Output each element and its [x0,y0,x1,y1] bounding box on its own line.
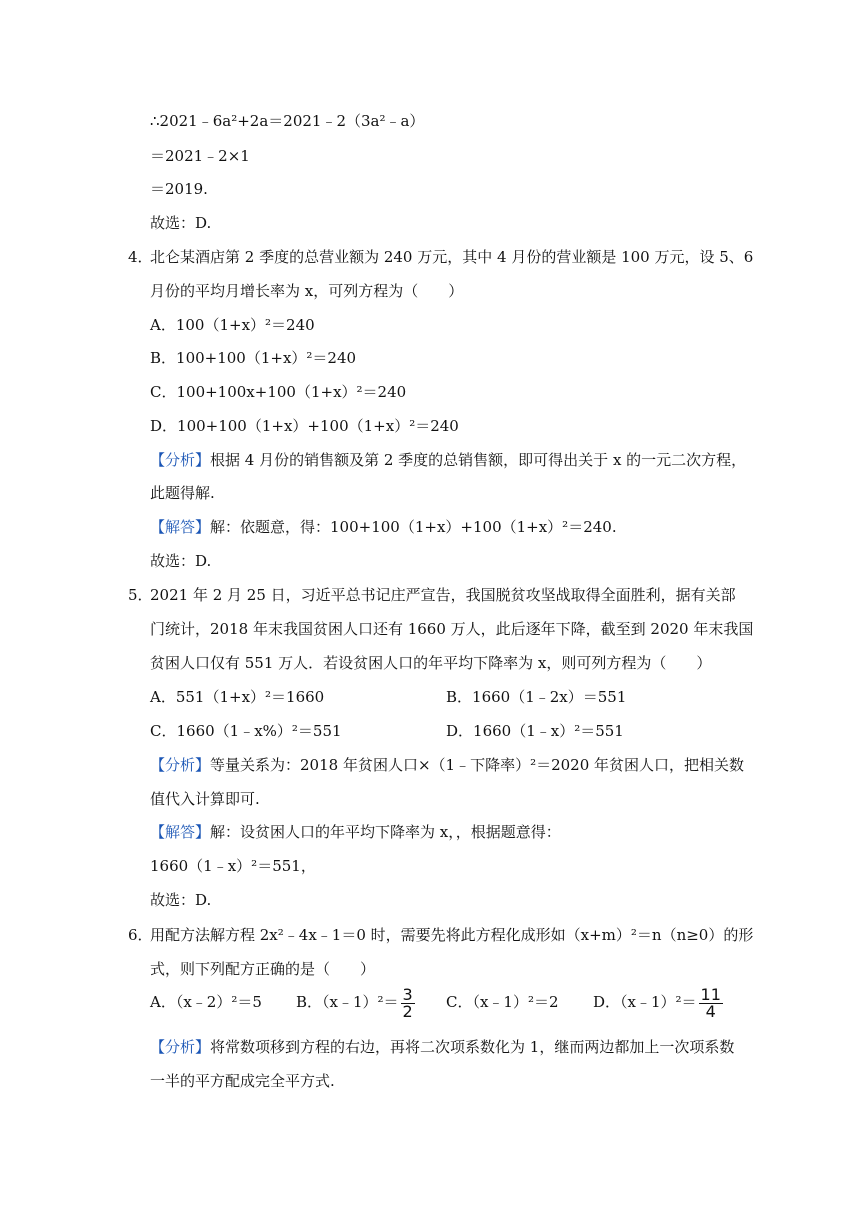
question-stem: 北仑某酒店第 2 季度的总营业额为 240 万元，其中 4 月份的营业额是 100 万元，设 5、6 [150,248,754,266]
option-d-text: D．（x﹣1）²＝ [593,993,697,1011]
analysis-line [150,449,746,471]
answer-tag: 【解答】 [150,823,211,841]
choice-result: 故选：D. [150,214,212,232]
option-d: D．100+100（1+x）+100（1+x）²＝240 [150,417,459,435]
answer-text: 解：依题意，得：100+100（1+x）+100（1+x）²＝240. [210,518,617,536]
answer-line [150,516,617,538]
analysis-text: 根据 4 月份的销售额及第 2 季度的总销售额，即可得出关于 x 的一元二次方程， [210,451,747,469]
solution-line: ∴2021﹣6a²+2a＝2021﹣2（3a²﹣a） [150,112,425,130]
option-b: B．100+100（1+x）²＝240 [150,349,357,367]
question-number: 4． [128,248,153,266]
analysis-line [150,754,744,776]
equation-line: 1660（1﹣x）²＝551， [150,857,316,875]
question-stem: 月份的平均月增长率为 x，可列方程为（ ） [150,282,464,300]
answer-line [150,821,561,843]
fraction-numerator: 11 [700,984,721,1004]
option-c: C．1660（1﹣x%）²＝551 [150,722,342,740]
question-number: 5． [128,586,153,604]
option-b [296,982,415,1022]
analysis-line [150,1036,734,1058]
solution-line: ＝2019. [150,180,208,198]
question-number: 6． [128,926,153,944]
question-stem: 用配方法解方程 2x²﹣4x﹣1＝0 时，需要先将此方程化成形如（x+m）²＝n（n≥0）的形 [150,926,754,944]
question-stem: 门统计，2018 年末我国贫困人口还有 1660 万人，此后逐年下降，截至到 2020 年末我国 [150,620,754,638]
analysis-text: 将常数项移到方程的右边，再将二次项系数化为 1，继而两边都加上一次项系数 [210,1038,735,1056]
choice-result: 故选：D. [150,552,212,570]
option-a: A．551（1+x）²＝1660 [150,688,325,706]
analysis-text: 等量关系为：2018 年贫困人口×（1﹣下降率）²＝2020 年贫困人口，把相关数 [210,756,745,774]
option-a: A．（x﹣2）²＝5 [150,993,262,1011]
analysis-line: 值代入计算即可. [150,790,260,808]
option-a: A．100（1+x）²＝240 [150,316,315,334]
question-stem: 2021 年 2 月 25 日，习近平总书记庄严宣告，我国脱贫攻坚战取得全面胜利，据有关部 [150,586,736,604]
fraction-denominator: 4 [705,1001,716,1021]
fraction-numerator: 3 [402,984,413,1004]
analysis-tag: 【分析】 [150,756,211,774]
option-b: B．1660（1﹣2x）＝551 [446,688,627,706]
option-c: C．100+100x+100（1+x）²＝240 [150,383,407,401]
option-c: C．（x﹣1）²＝2 [446,993,559,1011]
fraction [401,984,415,1021]
analysis-line: 一半的平方配成完全平方式. [150,1072,335,1090]
fraction [699,984,723,1021]
choice-result: 故选：D. [150,891,212,909]
solution-line: ＝2021﹣2×1 [150,147,250,165]
answer-text: 解：设贫困人口的年平均下降率为 x，，根据题意得： [210,823,561,841]
option-d: D．1660（1﹣x）²＝551 [446,722,624,740]
analysis-tag: 【分析】 [150,451,211,469]
question-stem: 贫困人口仅有 551 万人．若设贫困人口的年平均下降率为 x，则可列方程为（ ） [150,654,712,672]
analysis-line: 此题得解. [150,484,215,502]
option-b-text: B．（x﹣1）²＝ [296,993,399,1011]
option-d [593,982,723,1022]
fraction-denominator: 2 [402,1001,413,1021]
analysis-tag: 【分析】 [150,1038,211,1056]
question-stem: 式，则下列配方正确的是（ ） [150,960,376,978]
answer-tag: 【解答】 [150,518,211,536]
